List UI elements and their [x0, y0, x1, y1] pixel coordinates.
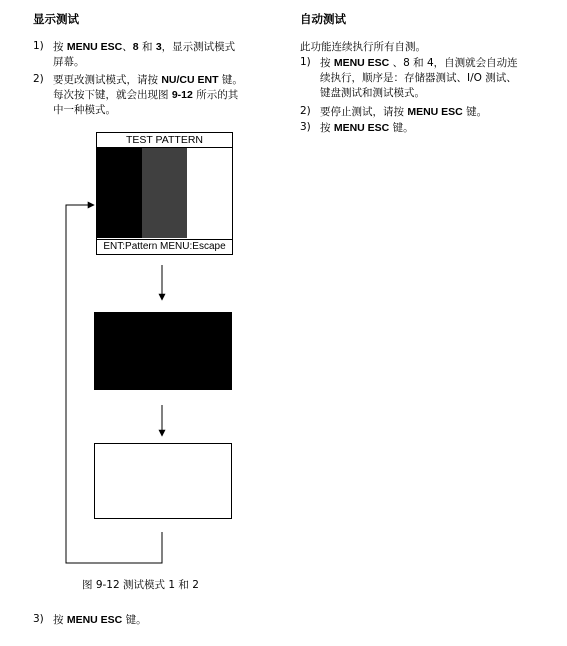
step-line: 要停止测试，请按 MENU ESC 键。 — [320, 106, 488, 118]
display-step-3: 3) 按 MENU ESC 键。 — [33, 613, 147, 626]
auto-step-1: 1) 按 MENU ESC 、8 和 4，自测就会自动连 续执行，顺序是：存储器测试、I/O 测试、 键盘测试和测试模式。 — [300, 56, 518, 99]
step-line: 续执行，顺序是：存储器测试、I/O 测试、 — [320, 72, 517, 84]
loop-back-arrow — [66, 205, 162, 563]
auto-step-2: 2) 要停止测试，请按 MENU ESC 键。 — [300, 105, 488, 118]
section-heading-auto-test: 自动测试 — [300, 12, 346, 26]
test-pattern-title: TEST PATTERN — [97, 133, 232, 148]
step-line: 每次按下键，就会出现图 9-12 所示的其 — [53, 89, 239, 101]
section-heading-display-test: 显示测试 — [33, 12, 79, 26]
auto-step-3: 3) 按 MENU ESC 键。 — [300, 121, 414, 134]
figure-caption: 图 9-12 测试模式 1 和 2 — [82, 579, 199, 591]
step-line: 按 MENU ESC 键。 — [53, 614, 147, 626]
step-line: 按 MENU ESC 键。 — [320, 122, 414, 134]
step-line: 要更改测试模式，请按 NU/CU ENT 键。 — [53, 74, 243, 86]
step-line: 按 MENU ESC 、8 和 4，自测就会自动连 — [320, 57, 518, 69]
step-line: 按 MENU ESC、8 和 3，显示测试模式 — [53, 41, 236, 53]
auto-test-intro: 此功能连续执行所有自测。 — [300, 41, 426, 53]
display-step-1: 1) 按 MENU ESC、8 和 3，显示测试模式 屏幕。 — [33, 40, 236, 68]
display-step-2: 2) 要更改测试模式，请按 NU/CU ENT 键。 每次按下键，就会出现图 9-12 所示的其 中一种模式。 — [33, 73, 243, 116]
step-line: 屏幕。 — [53, 56, 85, 68]
step-line: 中一种模式。 — [53, 104, 116, 116]
test-pattern-footer: ENT:Pattern MENU:Escape — [97, 239, 232, 254]
step-line: 键盘测试和测试模式。 — [320, 87, 425, 99]
